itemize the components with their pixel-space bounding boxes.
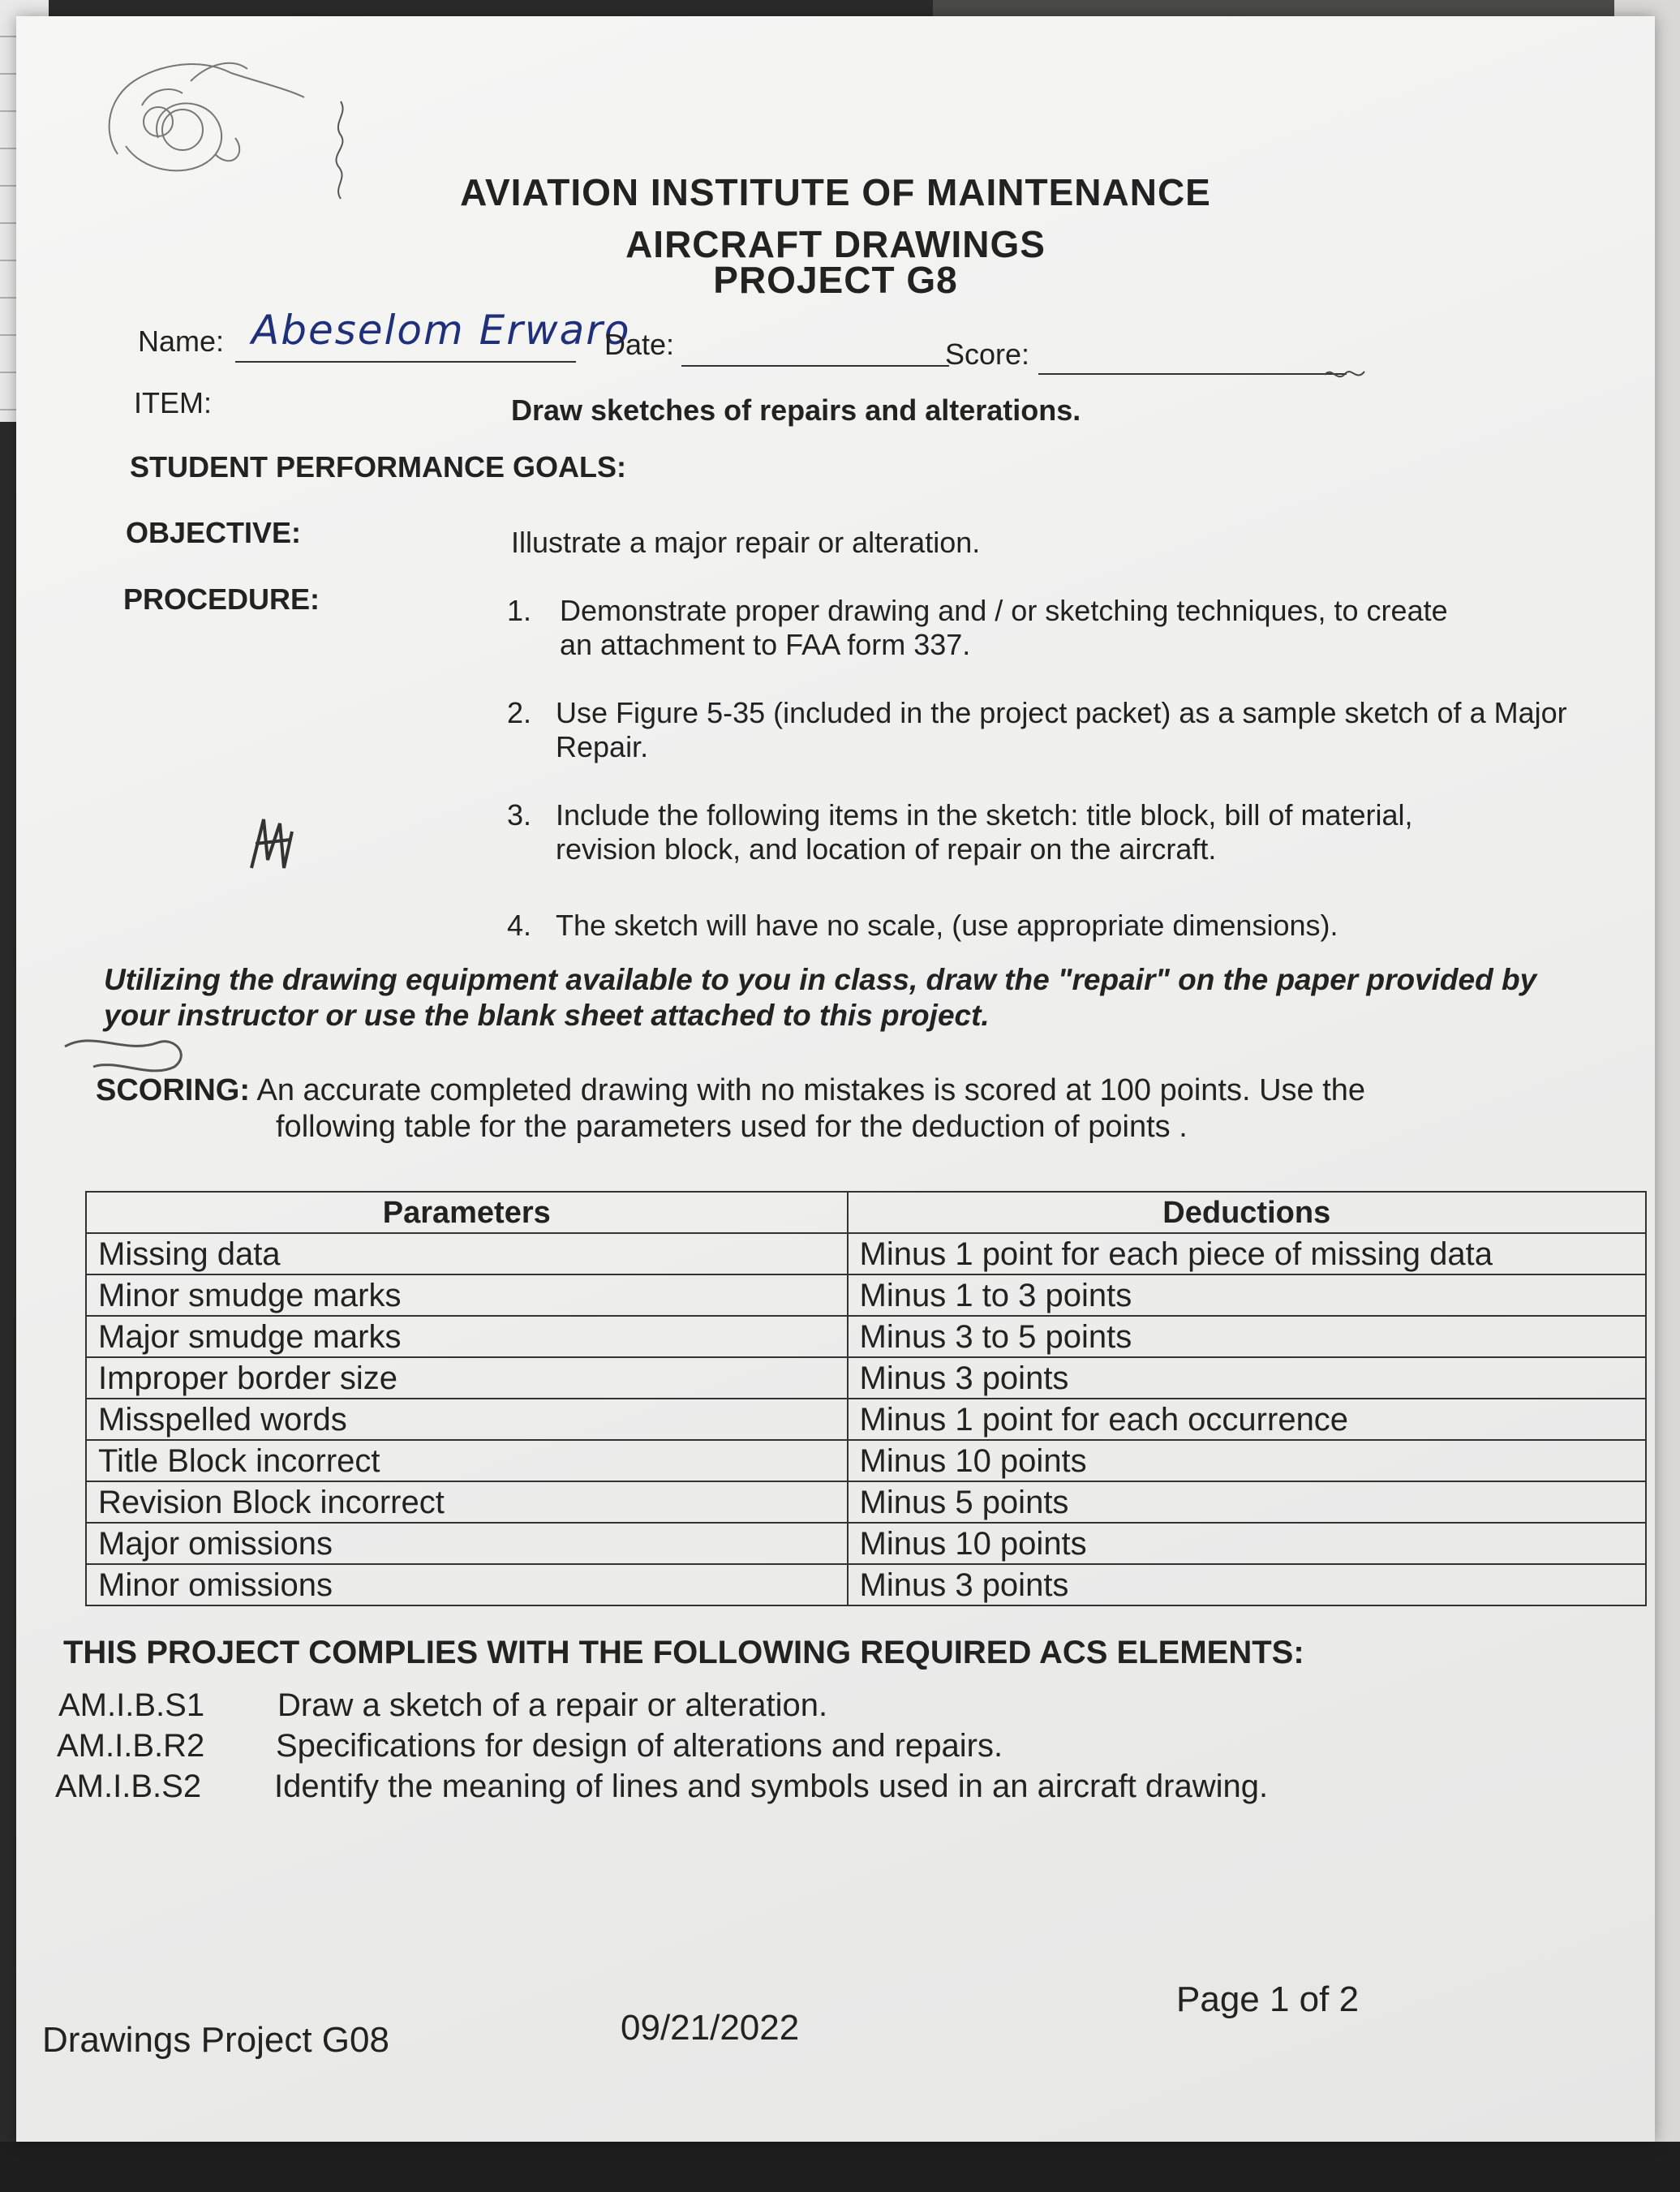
footer-date: 09/21/2022 [621, 2008, 800, 2048]
deductions-header: Deductions [848, 1192, 1646, 1233]
acs-code: AM.I.B.S1 [58, 1687, 205, 1723]
project-title: PROJECT G8 [713, 259, 958, 301]
parameter-cell: Misspelled words [86, 1399, 848, 1440]
table-row [86, 1316, 1646, 1357]
score-label: Score: [945, 337, 1030, 371]
parameters-header: Parameters [86, 1192, 848, 1233]
background-bottom-surface [0, 2142, 1680, 2192]
procedure-step-text: Demonstrate proper drawing and / or sketching techniques, to create an attachment to FAA form 337. [560, 594, 1448, 661]
acs-description: Draw a sketch of a repair or alteration. [277, 1687, 828, 1723]
document-page [16, 16, 1655, 2142]
instruction-text: Utilizing the drawing equipment available to you in class, draw the "repair" on the paper provided by your instructor or use the blank sheet attached to this project. [104, 963, 1537, 1032]
ink-squiggle-mark [1322, 363, 1367, 385]
parameter-cell: Major smudge marks [86, 1316, 848, 1357]
deductions-table [85, 1191, 1647, 1606]
deduction-cell: Minus 1 point for each occurrence [848, 1399, 1646, 1440]
parameter-cell: Major omissions [86, 1523, 848, 1564]
score-field-line[interactable] [1038, 373, 1347, 375]
parameter-cell: Missing data [86, 1233, 848, 1274]
table-row [86, 1274, 1646, 1316]
parameter-cell: Minor omissions [86, 1564, 848, 1605]
acs-item [57, 1728, 1003, 1764]
table-row [86, 1564, 1646, 1605]
footer-project-name: Drawings Project G08 [42, 2020, 389, 2060]
parameter-cell: Improper border size [86, 1357, 848, 1399]
date-label: Date: [604, 328, 675, 361]
table-row [86, 1523, 1646, 1564]
item-value: Draw sketches of repairs and alterations. [511, 393, 1081, 427]
procedure-step-text: Use Figure 5-35 (included in the project packet) as a sample sketch of a Major Repair. [556, 696, 1567, 763]
parameter-cell: Revision Block incorrect [86, 1481, 848, 1523]
scoring-line-2: following table for the parameters used for the deduction of points . [276, 1110, 1188, 1144]
deduction-cell: Minus 5 points [848, 1481, 1646, 1523]
procedure-step-number: 3. [507, 798, 532, 832]
margin-doodle [61, 1022, 199, 1079]
name-underline [235, 361, 576, 363]
deduction-cell: Minus 3 to 5 points [848, 1316, 1646, 1357]
procedure-step-number: 4. [507, 909, 532, 942]
deduction-cell: Minus 3 points [848, 1564, 1646, 1605]
date-field-line[interactable] [681, 365, 949, 367]
scoring-label: SCORING: [96, 1073, 250, 1107]
item-label: ITEM: [134, 386, 212, 419]
procedure-step-number: 2. [507, 696, 532, 729]
acs-item [55, 1769, 1268, 1805]
name-handwritten-value: Abeselom Erwaro [251, 307, 631, 354]
deduction-cell: Minus 10 points [848, 1440, 1646, 1481]
procedure-step-text: The sketch will have no scale, (use appropriate dimensions). [556, 909, 1338, 942]
scribble-mark [243, 811, 300, 884]
deduction-cell: Minus 10 points [848, 1523, 1646, 1564]
table-row [86, 1357, 1646, 1399]
objective-label: OBJECTIVE: [126, 516, 302, 549]
objective-value: Illustrate a major repair or alteration. [511, 526, 981, 559]
procedure-label: PROCEDURE: [123, 582, 320, 616]
acs-code: AM.I.B.S2 [55, 1769, 202, 1804]
parameter-cell: Title Block incorrect [86, 1440, 848, 1481]
acs-code: AM.I.B.R2 [57, 1728, 205, 1764]
procedure-step-number: 1. [507, 594, 532, 627]
goals-heading: STUDENT PERFORMANCE GOALS: [130, 450, 626, 484]
course-title: AIRCRAFT DRAWINGS [625, 223, 1046, 265]
parameter-cell: Minor smudge marks [86, 1274, 848, 1316]
footer-page-number: Page 1 of 2 [1176, 1979, 1360, 2019]
procedure-step-text: Include the following items in the sketch: title block, bill of material, revision block, and location of repair on the aircraft. [556, 798, 1413, 866]
acs-heading: THIS PROJECT COMPLIES WITH THE FOLLOWING REQUIRED ACS ELEMENTS: [63, 1635, 1304, 1670]
deduction-cell: Minus 1 point for each piece of missing data [848, 1233, 1646, 1274]
deduction-cell: Minus 1 to 3 points [848, 1274, 1646, 1316]
table-row [86, 1233, 1646, 1274]
acs-description: Identify the meaning of lines and symbols used in an aircraft drawing. [274, 1769, 1269, 1804]
scoring-paragraph [96, 1073, 1365, 1108]
table-row [86, 1440, 1646, 1481]
scoring-line-1: An accurate completed drawing with no mistakes is scored at 100 points. Use the [256, 1073, 1366, 1107]
acs-description: Specifications for design of alterations and repairs. [276, 1728, 1003, 1764]
table-row [86, 1481, 1646, 1523]
deduction-cell: Minus 3 points [848, 1357, 1646, 1399]
table-row [86, 1399, 1646, 1440]
acs-item [58, 1687, 827, 1724]
table-header-row [86, 1192, 1646, 1233]
name-label: Name: [138, 325, 225, 358]
institute-title: AVIATION INSTITUTE OF MAINTENANCE [460, 171, 1211, 213]
